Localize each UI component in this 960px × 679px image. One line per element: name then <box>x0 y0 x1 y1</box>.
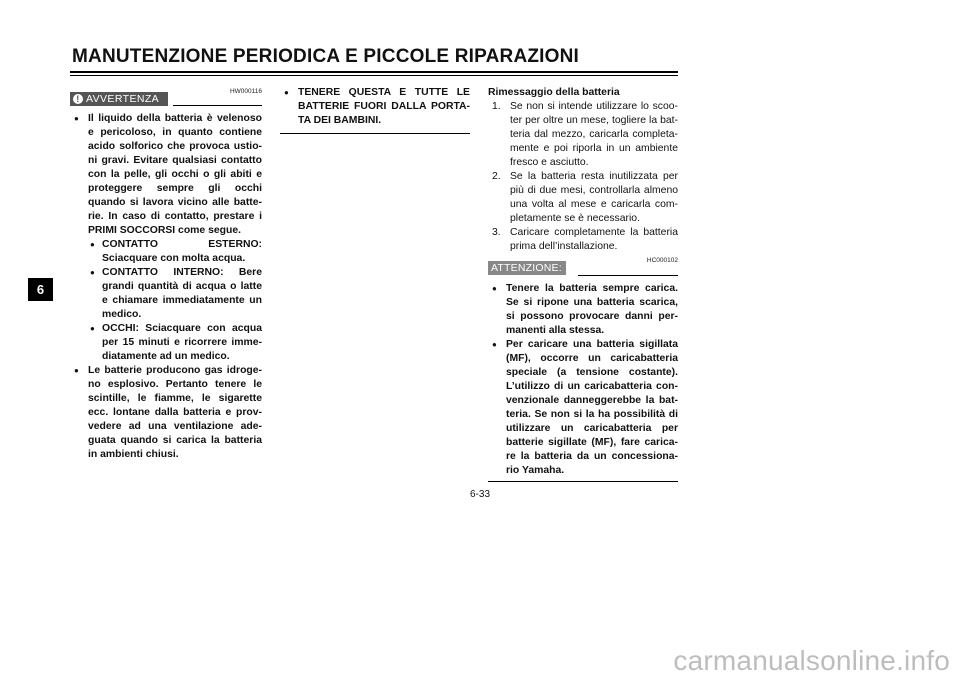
column-right <box>488 86 678 482</box>
warning-bullets-continued <box>280 86 470 128</box>
warning-bullet: ● Il liquido della batteria è velenoso e pericoloso, in quanto contiene acido solforico che provoca ustio-ni gravi. Evitare qualsiasi contatto con la pelle, gli occhi o gli abiti e proteggere sempre gli occhi quando si lavora vicino alle batte-rie. In caso di contatto, prestare i PRIMI SOCCORSI come segue. ● CONTATTO ESTERNO: Sciacquare con molta acqua. ● CONTATTO INTERNO: Bere grandi quantità di acqua o latte e chiamare immediatamente un medico. ● OCCHI: Sciacquare con acqua per 15 minuti e ricorrere imme-diatamente ad un medico. <box>70 112 262 364</box>
first-aid-item: ● CONTATTO INTERNO: Bere grandi quantità di acqua o latte e chiamare immediatamente un medico. <box>88 266 262 322</box>
caution-bullet: ● Per caricare una batteria sigillata (MF), occorre un caricabatteria speciale (a tensione costante). L’utilizzo di un caricabatteria con-venzionale danneggerebbe la bat-teria. Se non si la ha possibilità di utilizzare un caricabatteria per batterie sigillate (MF), fare carica-re la batteria da un concessiona-rio Yamaha. <box>488 338 678 478</box>
title-rule <box>70 71 678 73</box>
caution-header <box>488 257 678 279</box>
warning-bullet: ● Le batterie producono gas idroge-no esplosivo. Pertanto tenere le scintille, le fiamme, le sigarette ecc. lontane dalla batteria e prov-vedere ad una ventilazione ade-guata quando si carica la batteria in ambienti chiusi. <box>70 364 262 462</box>
first-aid-item: ● OCCHI: Sciacquare con acqua per 15 minuti e ricorrere imme-diatamente ad un medico. <box>88 322 262 364</box>
first-aid-item: ● CONTATTO ESTERNO: Sciacquare con molta acqua. <box>88 238 262 266</box>
caution-bullets <box>488 282 678 478</box>
title-rule-thin <box>70 75 678 76</box>
warning-bullet: ● TENERE QUESTA E TUTTE LE BATTERIE FUORI DALLA PORTA-TA DEI BAMBINI. <box>280 86 470 128</box>
storage-step: 1. Se non si intende utilizzare lo scoo-ter per oltre un mese, togliere la bat-teria dal mezzo, caricarla completa-mente e poi riporla in un ambiente fresco e asciutto. <box>492 101 678 168</box>
column-left <box>70 86 262 462</box>
storage-steps <box>488 100 678 254</box>
storage-step: 3. Caricare completamente la batteria prima dell’installazione. <box>492 227 678 252</box>
warning-icon: ! <box>73 94 83 104</box>
section-heading: Rimessaggio della batteria <box>488 87 620 98</box>
warning-header-rule <box>173 105 262 106</box>
caution-bullet: ● Tenere la batteria sempre carica. Se si ripone una batteria scarica, si possono provocare danni per-manenti alla stessa. <box>488 282 678 338</box>
warning-label: AVVERTENZA <box>86 93 160 105</box>
page-number: 6-33 <box>469 489 490 500</box>
warning-badge <box>70 92 168 106</box>
warning-header <box>70 86 262 108</box>
first-aid-list <box>88 238 262 364</box>
warning-end-rule <box>280 133 470 134</box>
page-title: MANUTENZIONE PERIODICA E PICCOLE RIPARAZIONI <box>72 46 580 67</box>
caution-header-rule <box>578 275 678 276</box>
column-middle <box>280 86 470 134</box>
caution-end-rule <box>488 481 678 482</box>
watermark: carmanualsonline.info <box>673 645 950 676</box>
warning-bullets <box>70 112 262 462</box>
caution-code: HC000102 <box>646 257 678 264</box>
chapter-tab: 6 <box>28 278 53 301</box>
warning-code: HW000116 <box>229 88 262 95</box>
caution-badge: ATTENZIONE: <box>488 261 566 275</box>
storage-step: 2. Se la batteria resta inutilizzata per più di due mesi, controllarla almeno una volta al mese e caricarla com-pletamente se è necessario. <box>492 171 678 224</box>
